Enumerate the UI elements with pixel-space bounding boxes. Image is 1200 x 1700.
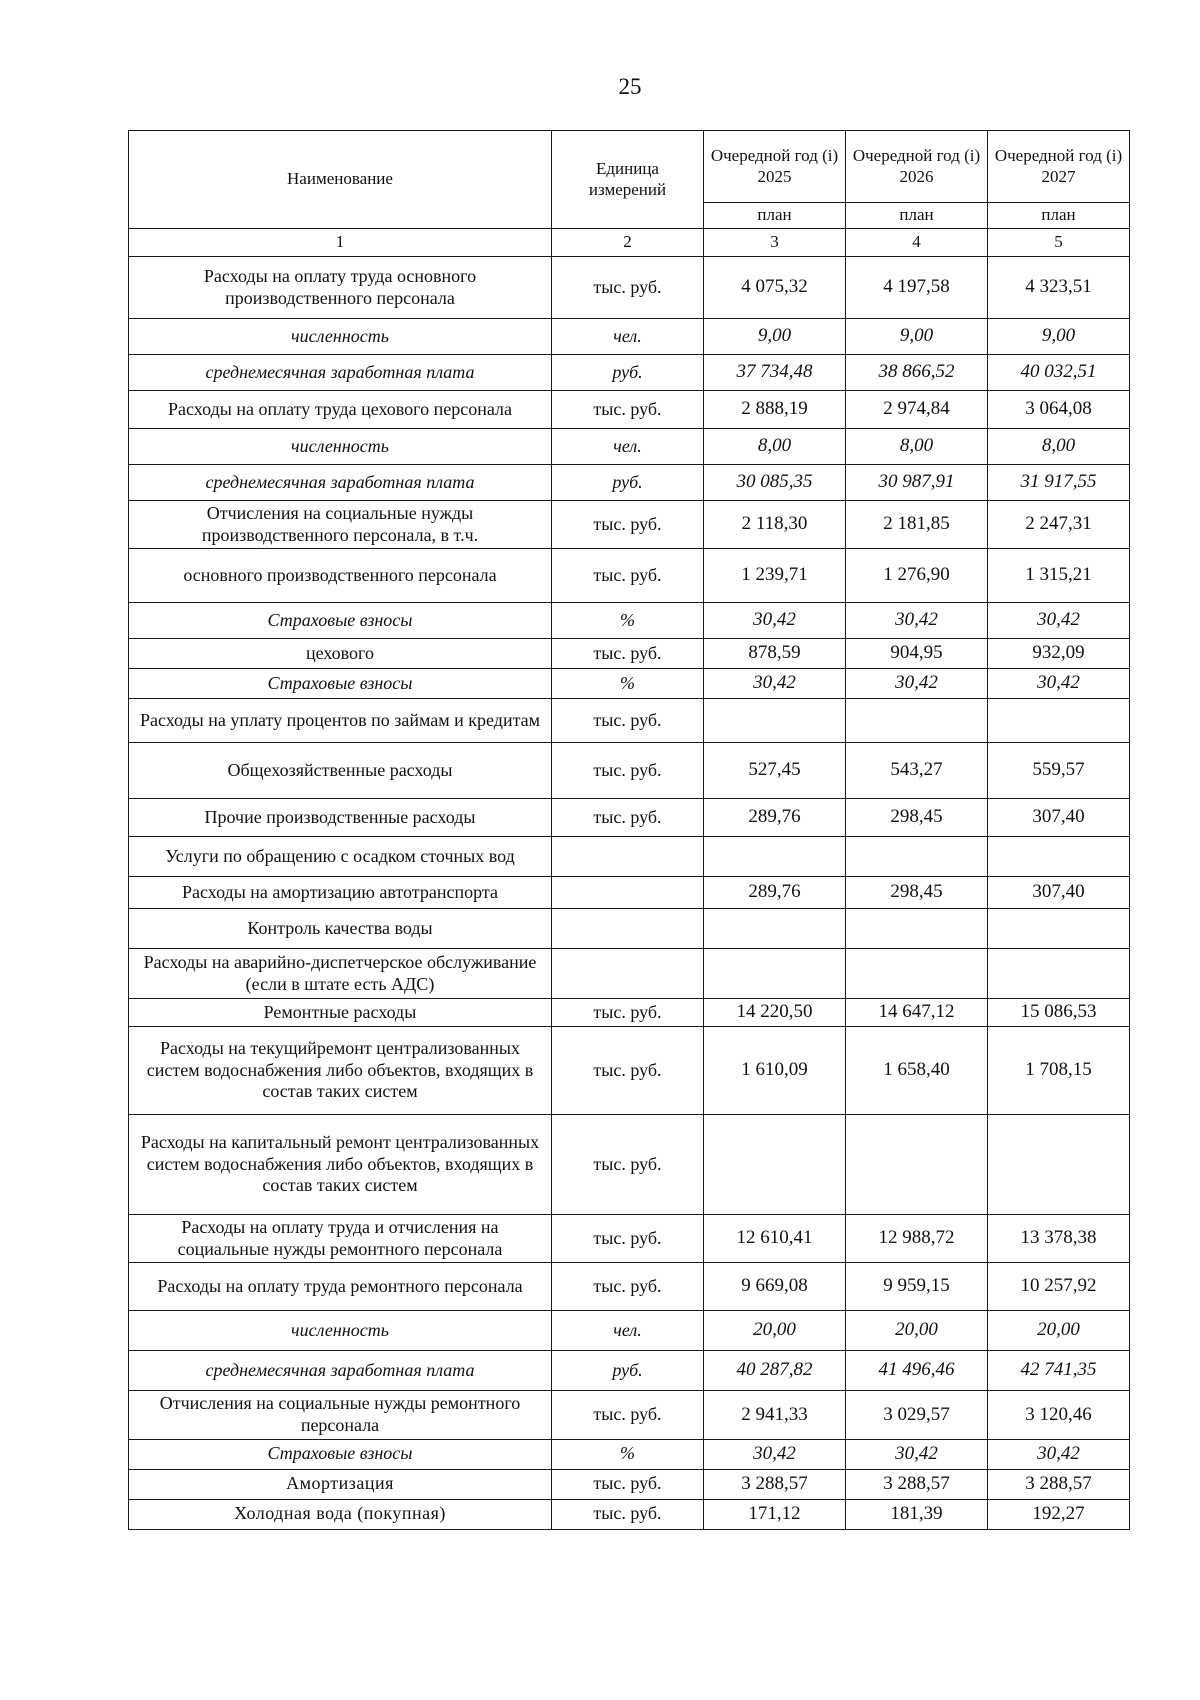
- row-value-2025: 8,00: [704, 429, 846, 465]
- row-value-2026: 20,00: [846, 1311, 988, 1351]
- row-value-2027: 8,00: [988, 429, 1130, 465]
- row-name: Расходы на капитальный ремонт централизованных систем водоснабжения либо объектов, входящих в состав таких систем: [129, 1115, 552, 1215]
- row-unit: чел.: [552, 1311, 704, 1351]
- row-value-2025: [704, 1115, 846, 1215]
- row-value-2025: 20,00: [704, 1311, 846, 1351]
- table-row: [129, 257, 1130, 319]
- row-unit: чел.: [552, 429, 704, 465]
- row-name: Страховые взносы: [129, 1439, 552, 1469]
- row-value-2027: 3 120,46: [988, 1391, 1130, 1439]
- row-value-2027: 4 323,51: [988, 257, 1130, 319]
- row-value-2026: [846, 837, 988, 877]
- row-value-2027: 3 064,08: [988, 391, 1130, 429]
- table-row: [129, 1215, 1130, 1263]
- row-unit: тыс. руб.: [552, 549, 704, 603]
- table-row: [129, 1439, 1130, 1469]
- row-value-2025: 527,45: [704, 743, 846, 799]
- row-value-2027: 559,57: [988, 743, 1130, 799]
- row-name: Холодная вода (покупная): [129, 1499, 552, 1529]
- row-value-2026: 181,39: [846, 1499, 988, 1529]
- header-plan-2027: план: [988, 203, 1130, 229]
- row-unit: тыс. руб.: [552, 257, 704, 319]
- row-name: Отчисления на социальные нужды производственного персонала, в т.ч.: [129, 501, 552, 549]
- row-value-2027: [988, 909, 1130, 949]
- row-name: Страховые взносы: [129, 603, 552, 639]
- row-value-2027: 932,09: [988, 639, 1130, 669]
- header-plan-2025: план: [704, 203, 846, 229]
- header-year-2027: Очередной год (i) 2027: [988, 131, 1130, 203]
- header-unit: Единица измерений: [552, 131, 704, 229]
- column-number-1: 1: [129, 229, 552, 257]
- row-name: численность: [129, 429, 552, 465]
- row-unit: тыс. руб.: [552, 1115, 704, 1215]
- row-value-2026: 9,00: [846, 319, 988, 355]
- header-year-2026: Очередной год (i) 2026: [846, 131, 988, 203]
- row-value-2026: 14 647,12: [846, 999, 988, 1027]
- row-name: Отчисления на социальные нужды ремонтного персонала: [129, 1391, 552, 1439]
- row-value-2025: 12 610,41: [704, 1215, 846, 1263]
- table-row: [129, 669, 1130, 699]
- row-name: численность: [129, 1311, 552, 1351]
- row-unit: тыс. руб.: [552, 799, 704, 837]
- row-value-2027: [988, 837, 1130, 877]
- row-value-2026: 41 496,46: [846, 1351, 988, 1391]
- table-row: [129, 1115, 1130, 1215]
- table-row: [129, 1263, 1130, 1311]
- table-row: [129, 355, 1130, 391]
- row-name: Контроль качества воды: [129, 909, 552, 949]
- row-value-2026: 298,45: [846, 799, 988, 837]
- table-row: [129, 877, 1130, 909]
- row-value-2025: 40 287,82: [704, 1351, 846, 1391]
- row-unit: тыс. руб.: [552, 1469, 704, 1499]
- row-name: Прочие производственные расходы: [129, 799, 552, 837]
- row-value-2027: 1 315,21: [988, 549, 1130, 603]
- row-value-2027: 15 086,53: [988, 999, 1130, 1027]
- row-value-2027: 1 708,15: [988, 1027, 1130, 1115]
- row-value-2025: 1 610,09: [704, 1027, 846, 1115]
- row-value-2026: 904,95: [846, 639, 988, 669]
- row-value-2025: 30,42: [704, 1439, 846, 1469]
- table-row: [129, 549, 1130, 603]
- row-value-2027: 307,40: [988, 877, 1130, 909]
- row-value-2025: 9,00: [704, 319, 846, 355]
- row-value-2027: 42 741,35: [988, 1351, 1130, 1391]
- row-value-2025: 3 288,57: [704, 1469, 846, 1499]
- table-row: [129, 799, 1130, 837]
- row-value-2027: 20,00: [988, 1311, 1130, 1351]
- row-value-2027: 2 247,31: [988, 501, 1130, 549]
- row-value-2026: 30 987,91: [846, 465, 988, 501]
- row-unit: [552, 837, 704, 877]
- row-value-2025: 30,42: [704, 669, 846, 699]
- row-value-2025: 4 075,32: [704, 257, 846, 319]
- row-value-2025: 1 239,71: [704, 549, 846, 603]
- table-row: [129, 1391, 1130, 1439]
- row-value-2026: [846, 1115, 988, 1215]
- column-number-2: 2: [552, 229, 704, 257]
- row-value-2026: 12 988,72: [846, 1215, 988, 1263]
- row-value-2026: 1 658,40: [846, 1027, 988, 1115]
- row-value-2025: 14 220,50: [704, 999, 846, 1027]
- table-row: [129, 639, 1130, 669]
- row-name: Расходы на амортизацию автотранспорта: [129, 877, 552, 909]
- header-plan-2026: план: [846, 203, 988, 229]
- column-number-3: 3: [704, 229, 846, 257]
- budget-table: [128, 130, 1130, 1530]
- row-name: Расходы на аварийно-диспетчерское обслуживание (если в штате есть АДС): [129, 949, 552, 999]
- row-name: среднемесячная заработная плата: [129, 1351, 552, 1391]
- row-name: Ремонтные расходы: [129, 999, 552, 1027]
- row-name: Амортизация: [129, 1469, 552, 1499]
- row-unit: тыс. руб.: [552, 1391, 704, 1439]
- table-row: [129, 391, 1130, 429]
- page-number: 25: [618, 74, 642, 99]
- row-value-2026: 30,42: [846, 603, 988, 639]
- row-unit: %: [552, 603, 704, 639]
- row-value-2025: [704, 837, 846, 877]
- row-value-2025: 2 888,19: [704, 391, 846, 429]
- row-name: среднемесячная заработная плата: [129, 465, 552, 501]
- row-name: Расходы на уплату процентов по займам и кредитам: [129, 699, 552, 743]
- row-value-2026: [846, 949, 988, 999]
- row-value-2025: 2 118,30: [704, 501, 846, 549]
- row-value-2025: 30,42: [704, 603, 846, 639]
- row-value-2027: 40 032,51: [988, 355, 1130, 391]
- row-value-2026: 30,42: [846, 1439, 988, 1469]
- row-name: Расходы на оплату труда цехового персонала: [129, 391, 552, 429]
- row-value-2026: 8,00: [846, 429, 988, 465]
- row-unit: руб.: [552, 465, 704, 501]
- row-value-2027: 30,42: [988, 669, 1130, 699]
- row-unit: тыс. руб.: [552, 999, 704, 1027]
- row-unit: [552, 949, 704, 999]
- row-name: Расходы на текущийремонт централизованных систем водоснабжения либо объектов, входящих в состав таких систем: [129, 1027, 552, 1115]
- row-name: численность: [129, 319, 552, 355]
- table-row: [129, 1027, 1130, 1115]
- row-name: основного производственного персонала: [129, 549, 552, 603]
- row-value-2026: [846, 909, 988, 949]
- table-row: [129, 465, 1130, 501]
- row-value-2026: 298,45: [846, 877, 988, 909]
- row-unit: тыс. руб.: [552, 1499, 704, 1529]
- row-unit: %: [552, 669, 704, 699]
- header-name: Наименование: [129, 131, 552, 229]
- row-value-2027: 31 917,55: [988, 465, 1130, 501]
- row-unit: тыс. руб.: [552, 1215, 704, 1263]
- row-unit: %: [552, 1439, 704, 1469]
- row-value-2027: 3 288,57: [988, 1469, 1130, 1499]
- row-value-2025: 289,76: [704, 799, 846, 837]
- table-row: [129, 837, 1130, 877]
- row-name: Страховые взносы: [129, 669, 552, 699]
- table-row: [129, 501, 1130, 549]
- row-unit: тыс. руб.: [552, 1027, 704, 1115]
- row-unit: тыс. руб.: [552, 1263, 704, 1311]
- row-value-2025: 2 941,33: [704, 1391, 846, 1439]
- table-row: [129, 319, 1130, 355]
- row-value-2025: 30 085,35: [704, 465, 846, 501]
- row-value-2026: 2 181,85: [846, 501, 988, 549]
- table-row: [129, 699, 1130, 743]
- row-unit: руб.: [552, 355, 704, 391]
- row-value-2025: 878,59: [704, 639, 846, 669]
- row-value-2026: 38 866,52: [846, 355, 988, 391]
- row-value-2025: [704, 909, 846, 949]
- row-value-2027: 192,27: [988, 1499, 1130, 1529]
- row-name: Общехозяйственные расходы: [129, 743, 552, 799]
- row-unit: чел.: [552, 319, 704, 355]
- table-row: [129, 743, 1130, 799]
- column-number-5: 5: [988, 229, 1130, 257]
- table-row: [129, 1499, 1130, 1529]
- row-value-2026: 3 029,57: [846, 1391, 988, 1439]
- row-unit: тыс. руб.: [552, 639, 704, 669]
- row-name: Расходы на оплату труда основного производственного персонала: [129, 257, 552, 319]
- table-row: [129, 1351, 1130, 1391]
- row-value-2027: 9,00: [988, 319, 1130, 355]
- row-value-2027: 30,42: [988, 603, 1130, 639]
- row-unit: руб.: [552, 1351, 704, 1391]
- row-value-2026: 4 197,58: [846, 257, 988, 319]
- row-value-2025: 9 669,08: [704, 1263, 846, 1311]
- row-value-2026: 2 974,84: [846, 391, 988, 429]
- column-number-4: 4: [846, 229, 988, 257]
- row-value-2026: 1 276,90: [846, 549, 988, 603]
- table-row: [129, 909, 1130, 949]
- row-value-2026: 543,27: [846, 743, 988, 799]
- row-name: Услуги по обращению с осадком сточных вод: [129, 837, 552, 877]
- table-header: [129, 131, 1130, 257]
- table-row: [129, 429, 1130, 465]
- table-row: [129, 1311, 1130, 1351]
- row-value-2025: 289,76: [704, 877, 846, 909]
- row-unit: [552, 909, 704, 949]
- row-value-2026: [846, 699, 988, 743]
- row-value-2027: 13 378,38: [988, 1215, 1130, 1263]
- row-value-2027: 307,40: [988, 799, 1130, 837]
- row-unit: тыс. руб.: [552, 391, 704, 429]
- row-unit: [552, 877, 704, 909]
- row-unit: тыс. руб.: [552, 743, 704, 799]
- row-value-2025: [704, 699, 846, 743]
- row-value-2027: 30,42: [988, 1439, 1130, 1469]
- row-name: Расходы на оплату труда и отчисления на социальные нужды ремонтного персонала: [129, 1215, 552, 1263]
- header-year-2025: Очередной год (i) 2025: [704, 131, 846, 203]
- row-unit: тыс. руб.: [552, 699, 704, 743]
- row-value-2027: [988, 699, 1130, 743]
- row-value-2025: 171,12: [704, 1499, 846, 1529]
- row-value-2026: 9 959,15: [846, 1263, 988, 1311]
- row-name: среднемесячная заработная плата: [129, 355, 552, 391]
- row-value-2025: [704, 949, 846, 999]
- row-value-2027: 10 257,92: [988, 1263, 1130, 1311]
- row-value-2027: [988, 949, 1130, 999]
- table-row: [129, 999, 1130, 1027]
- row-name: Расходы на оплату труда ремонтного персонала: [129, 1263, 552, 1311]
- row-value-2026: 30,42: [846, 669, 988, 699]
- table-body: [129, 257, 1130, 1530]
- table-row: [129, 603, 1130, 639]
- row-unit: тыс. руб.: [552, 501, 704, 549]
- row-name: цехового: [129, 639, 552, 669]
- row-value-2027: [988, 1115, 1130, 1215]
- table-row: [129, 1469, 1130, 1499]
- table-row: [129, 949, 1130, 999]
- row-value-2026: 3 288,57: [846, 1469, 988, 1499]
- row-value-2025: 37 734,48: [704, 355, 846, 391]
